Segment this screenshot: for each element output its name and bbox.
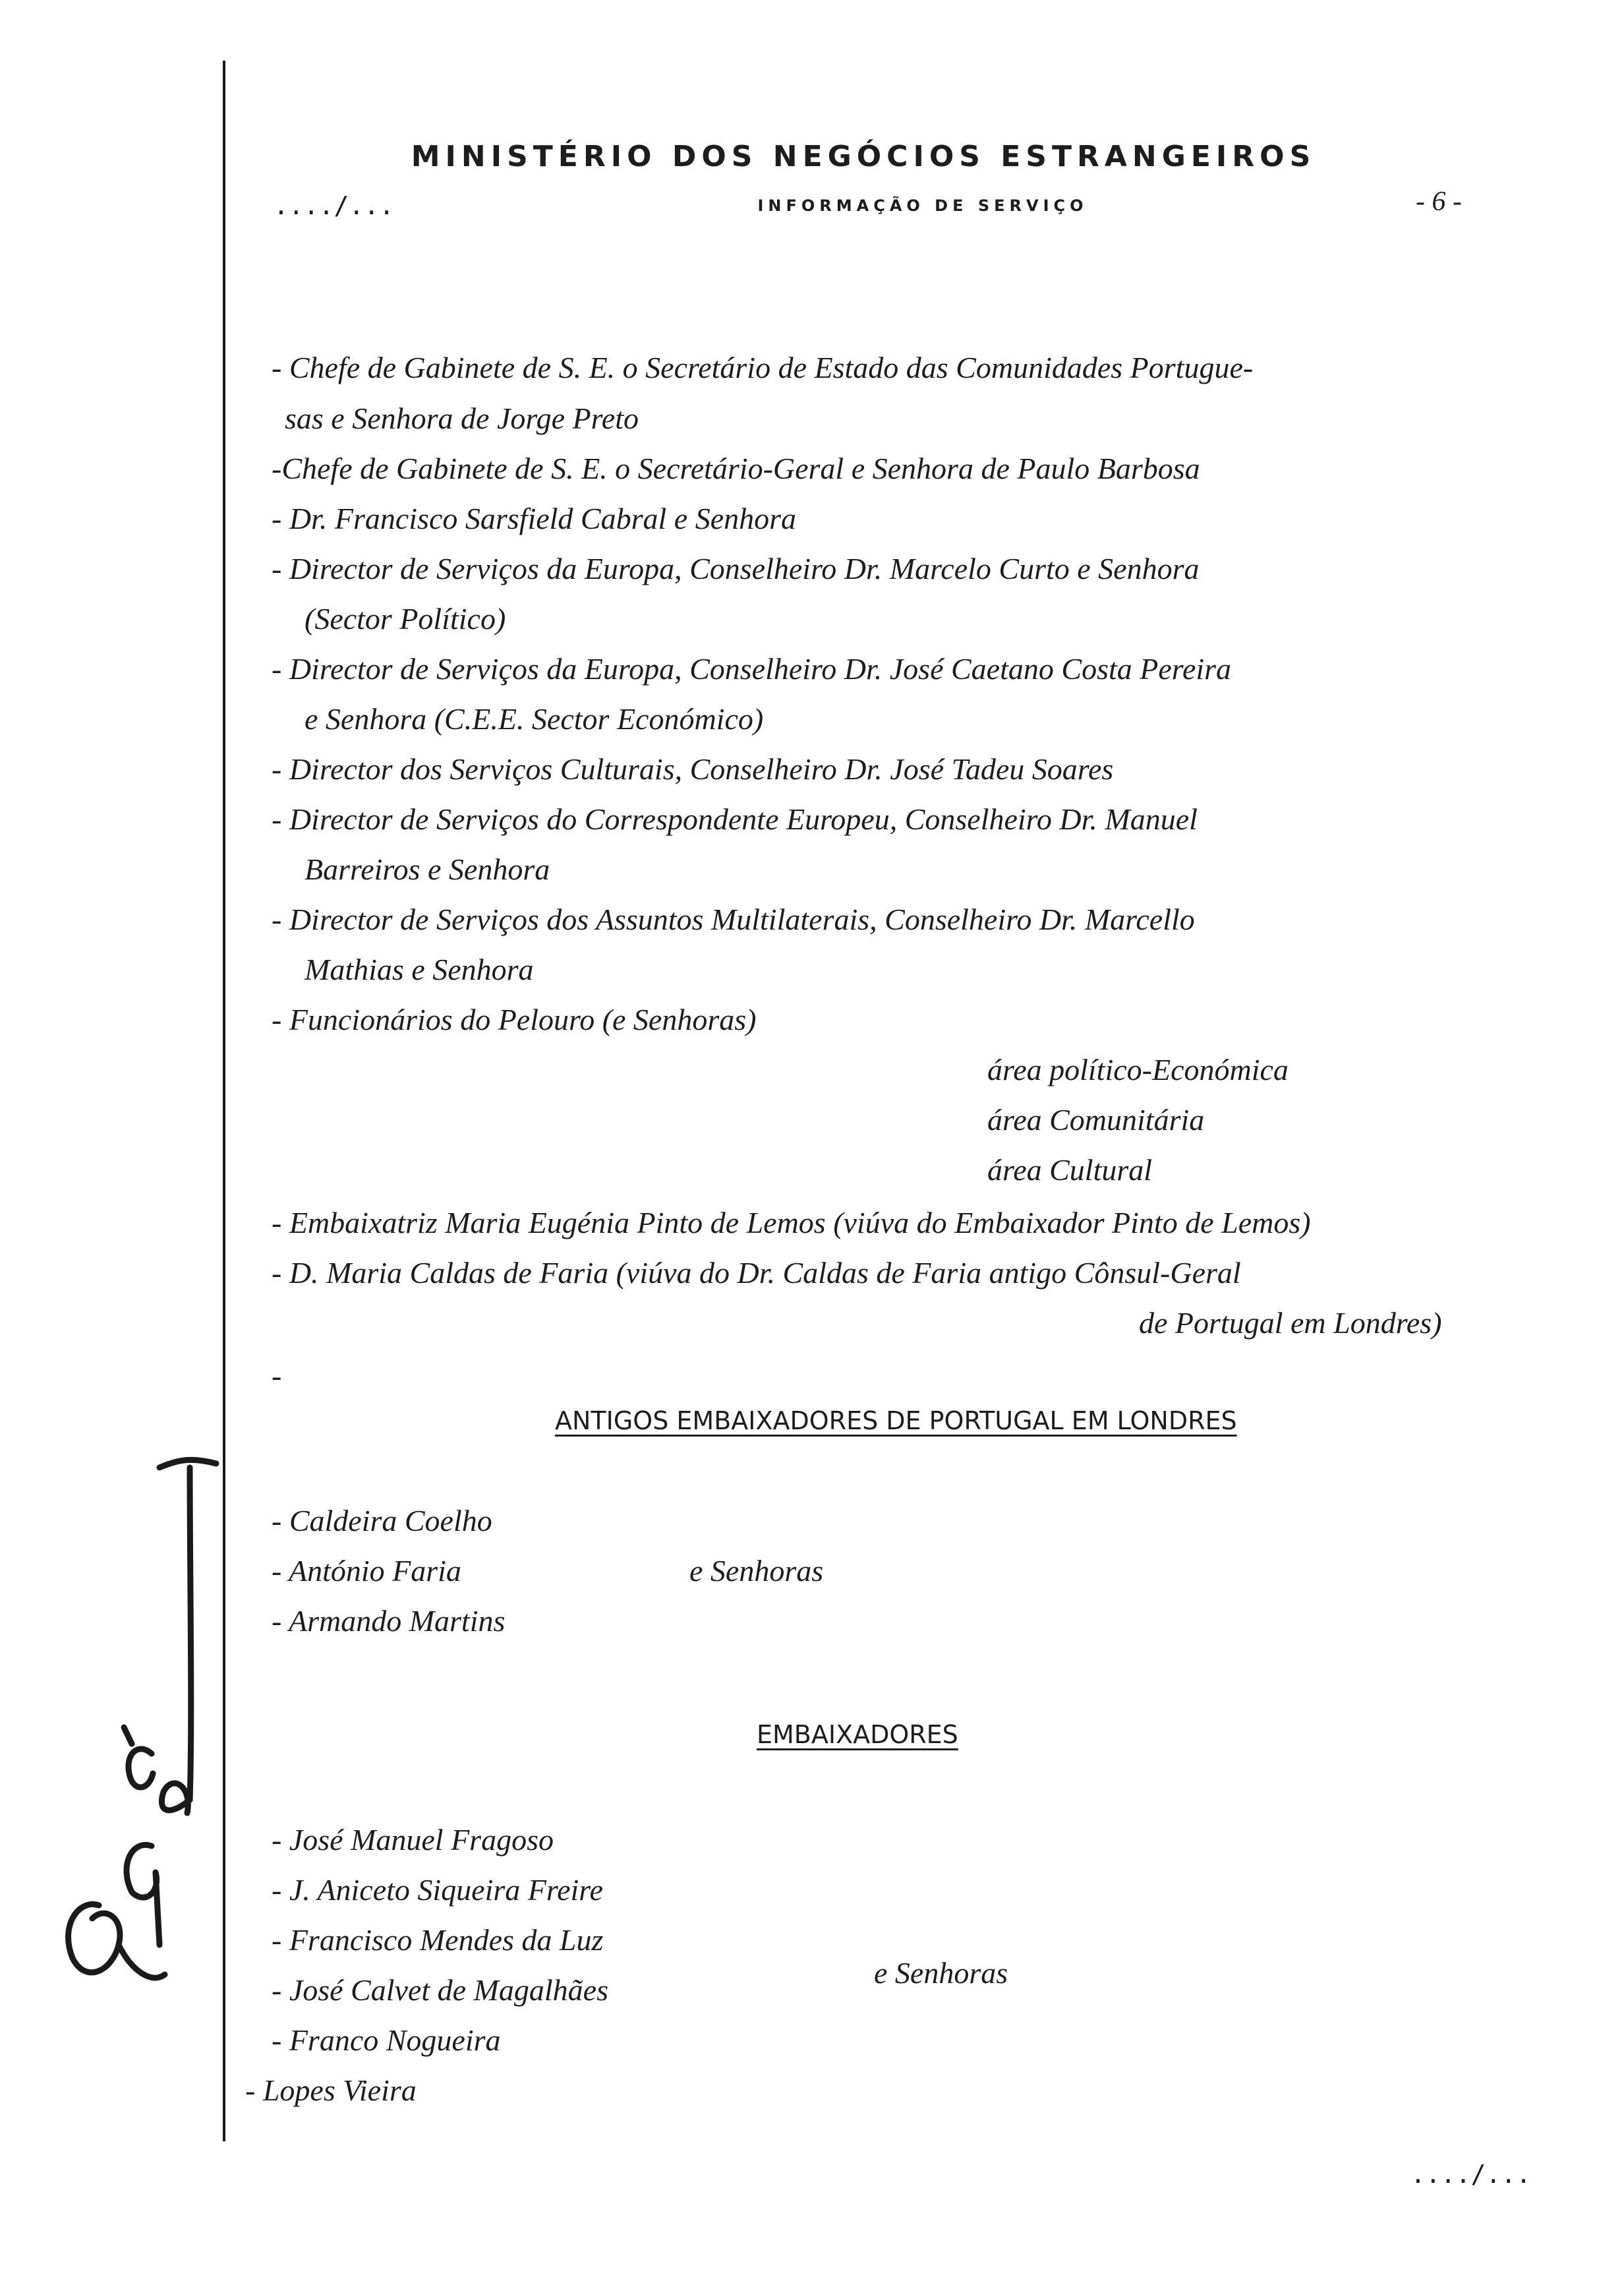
list-item: - António Faria [272,1554,461,1588]
list-suffix: e Senhoras [689,1554,824,1588]
list-item: - Francisco Mendes da Luz [272,1923,604,1957]
list-item: - D. Maria Caldas de Faria (viúva do Dr. Caldas de Faria antigo Cônsul-Geral [272,1256,1241,1290]
list-item-continuation: sas e Senhora de Jorge Preto [285,401,639,435]
list-item: - [272,1359,282,1392]
area-label: área Comunitária [987,1103,1205,1137]
list-suffix: e Senhoras [874,1956,1008,1990]
list-item: - Franco Nogueira [272,2023,501,2057]
section-heading-former-ambassadors: ANTIGOS EMBAIXADORES DE PORTUGAL EM LONDRES [555,1406,1237,1435]
area-label: área Cultural [987,1153,1153,1187]
list-item: - Director de Serviços dos Assuntos Multilaterais, Conselheiro Dr. Marcello [272,903,1195,936]
area-label: área político-Económica [987,1053,1289,1086]
list-item: - Director de Serviços do Correspondente Europeu, Conselheiro Dr. Manuel [272,802,1198,836]
list-item: - José Manuel Fragoso [272,1823,554,1857]
list-item: - Embaixatriz Maria Eugénia Pinto de Lemos (viúva do Embaixador Pinto de Lemos) [272,1206,1311,1239]
list-item-continuation: de Portugal em Londres) [1139,1306,1442,1340]
list-item: - Director dos Serviços Culturais, Conselheiro Dr. José Tadeu Soares [272,752,1114,786]
list-item: -Chefe de Gabinete de S. E. o Secretário-Geral e Senhora de Paulo Barbosa [272,452,1200,485]
service-subtitle: INFORMAÇÃO DE SERVIÇO [757,196,1088,215]
section-heading-ambassadors: EMBAIXADORES [757,1720,958,1749]
list-item: - J. Aniceto Siqueira Freire [272,1873,603,1907]
list-item-continuation: e Senhora (C.E.E. Sector Económico) [304,702,764,736]
list-item: - Lopes Vieira [245,2073,417,2107]
list-item: - Caldeira Coelho [272,1504,492,1537]
list-item-continuation: Mathias e Senhora [304,953,534,986]
page-number: - 6 - [1416,187,1462,217]
header-continuation: ..../... [274,191,395,220]
ministry-title: MINISTÉRIO DOS NEGÓCIOS ESTRANGEIROS [411,140,1316,173]
list-item: - Armando Martins [272,1604,506,1638]
footer-continuation: ..../... [1410,2160,1532,2189]
list-item: - Chefe de Gabinete de S. E. o Secretário de Estado das Comunidades Portugue- [272,351,1254,384]
list-item: - Dr. Francisco Sarsfield Cabral e Senhora [272,502,797,535]
list-item-continuation: (Sector Político) [304,602,506,636]
list-item: - Funcionários do Pelouro (e Senhoras) [272,1003,757,1036]
list-item-continuation: Barreiros e Senhora [304,852,550,886]
list-item: - Director de Serviços da Europa, Conselheiro Dr. Marcelo Curto e Senhora [272,552,1200,585]
list-item: - José Calvet de Magalhães [272,1973,608,2007]
handwritten-signature [20,1444,224,2037]
list-item: - Director de Serviços da Europa, Conselheiro Dr. José Caetano Costa Pereira [272,652,1232,686]
